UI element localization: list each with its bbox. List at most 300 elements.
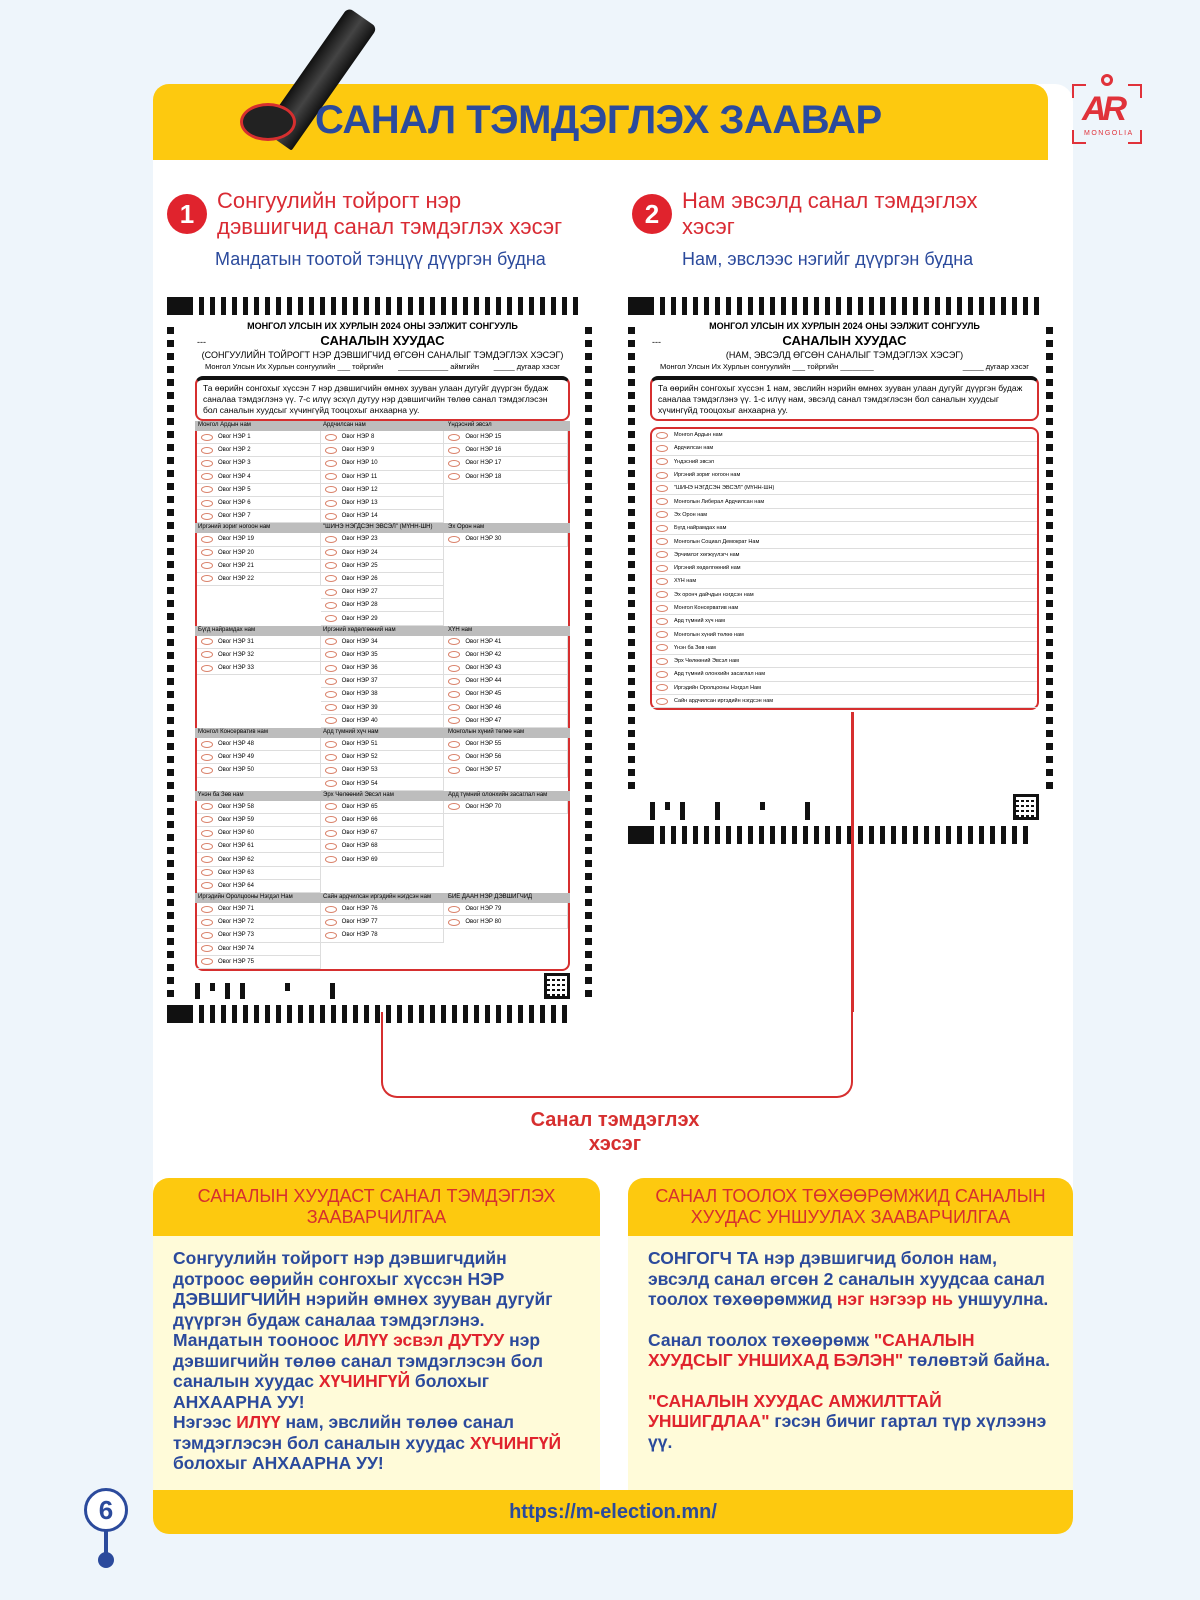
oval-icon[interactable] bbox=[656, 525, 668, 532]
barcode-bar bbox=[715, 826, 720, 844]
barcode-bar bbox=[957, 297, 962, 315]
candidate-option[interactable] bbox=[197, 547, 321, 560]
candidate-name: Овог НЭР 12 bbox=[341, 486, 378, 493]
candidate-name: Овог НЭР 21 bbox=[218, 562, 254, 569]
party-option[interactable] bbox=[652, 456, 1037, 469]
oval-icon[interactable] bbox=[448, 919, 460, 926]
oval-icon[interactable] bbox=[201, 816, 213, 823]
timing-mark bbox=[585, 717, 592, 724]
candidate-option[interactable] bbox=[197, 853, 321, 866]
oval-icon[interactable] bbox=[448, 741, 460, 748]
ballot-header: МОНГОЛ УЛСЫН ИХ ХУРЛЫН 2024 ОНЫ ЭЭЛЖИТ СОНГУУЛЬ bbox=[247, 321, 518, 331]
timing-mark bbox=[628, 470, 635, 477]
timing-mark bbox=[167, 678, 174, 685]
candidate-option[interactable] bbox=[197, 814, 321, 827]
timing-mark bbox=[628, 769, 635, 776]
timing-mark bbox=[167, 392, 174, 399]
party-option[interactable] bbox=[652, 495, 1037, 508]
candidate-option[interactable] bbox=[444, 738, 568, 751]
section-label: _____ дугаар хэсэг bbox=[962, 362, 1029, 371]
barcode-bar bbox=[781, 826, 786, 844]
party-option[interactable] bbox=[652, 642, 1037, 655]
party-option[interactable] bbox=[652, 482, 1037, 495]
oval-icon[interactable] bbox=[325, 704, 337, 711]
timing-mark bbox=[167, 977, 174, 984]
text: СОНГОГЧ ТА нэр дэвшигчид болон нам, эвсэлд санал өгсөн 2 саналын хуудсаа санал тоолох төхөөрөмжид bbox=[648, 1248, 1045, 1309]
party-option[interactable] bbox=[652, 628, 1037, 641]
oval-icon[interactable] bbox=[656, 671, 668, 678]
candidate-option[interactable] bbox=[197, 471, 321, 484]
oval-icon[interactable] bbox=[656, 591, 668, 598]
oval-icon[interactable] bbox=[201, 513, 213, 520]
oval-icon[interactable] bbox=[656, 698, 668, 705]
candidate-option[interactable] bbox=[197, 510, 321, 523]
timing-mark bbox=[585, 704, 592, 711]
barcode-bar bbox=[562, 297, 567, 315]
oval-icon[interactable] bbox=[448, 460, 460, 467]
timing-mark bbox=[1046, 509, 1053, 516]
candidate-option[interactable] bbox=[197, 827, 321, 840]
timing-mark bbox=[585, 626, 592, 633]
barcode-bar bbox=[990, 297, 995, 315]
oval-icon[interactable] bbox=[325, 575, 337, 582]
barcode-bar bbox=[529, 297, 534, 315]
timing-mark bbox=[167, 509, 174, 516]
barcode-bar bbox=[419, 297, 424, 315]
oval-icon[interactable] bbox=[325, 602, 337, 609]
oval-icon[interactable] bbox=[201, 486, 213, 493]
oval-icon[interactable] bbox=[656, 565, 668, 572]
candidate-option[interactable] bbox=[321, 497, 445, 510]
connector-line bbox=[851, 712, 854, 1012]
candidate-option[interactable] bbox=[321, 612, 445, 625]
oval-icon[interactable] bbox=[448, 691, 460, 698]
footer-url[interactable] bbox=[153, 1490, 1073, 1534]
candidate-option[interactable] bbox=[321, 751, 445, 764]
party-option[interactable] bbox=[652, 615, 1037, 628]
oval-icon[interactable] bbox=[448, 434, 460, 441]
candidate-option[interactable] bbox=[321, 444, 445, 457]
oval-icon[interactable] bbox=[656, 458, 668, 465]
candidate-option[interactable] bbox=[444, 715, 568, 728]
timing-mark bbox=[167, 639, 174, 646]
candidate-option[interactable] bbox=[321, 814, 445, 827]
candidate-option[interactable] bbox=[444, 764, 568, 777]
candidate-option[interactable] bbox=[321, 560, 445, 573]
oval-icon[interactable] bbox=[201, 803, 213, 810]
oval-icon[interactable] bbox=[201, 869, 213, 876]
candidate-option[interactable] bbox=[321, 903, 445, 916]
oval-icon[interactable] bbox=[448, 651, 460, 658]
oval-icon[interactable] bbox=[448, 906, 460, 913]
candidate-option[interactable] bbox=[197, 801, 321, 814]
oval-icon[interactable] bbox=[325, 486, 337, 493]
oval-icon[interactable] bbox=[201, 500, 213, 507]
oval-icon[interactable] bbox=[325, 717, 337, 724]
timing-mark bbox=[585, 522, 592, 529]
candidate-option[interactable] bbox=[321, 510, 445, 523]
candidate-option[interactable] bbox=[444, 471, 568, 484]
candidate-option[interactable] bbox=[321, 533, 445, 546]
timing-mark bbox=[628, 587, 635, 594]
candidate-name: Овог НЭР 26 bbox=[341, 575, 378, 582]
party-header: Үнэн ба Зөв нам bbox=[195, 791, 320, 801]
candidate-option[interactable] bbox=[197, 560, 321, 573]
oval-icon[interactable] bbox=[325, 447, 337, 454]
candidate-option[interactable] bbox=[444, 444, 568, 457]
oval-icon[interactable] bbox=[325, 691, 337, 698]
barcode-bar bbox=[935, 826, 940, 844]
oval-icon[interactable] bbox=[656, 498, 668, 505]
oval-icon[interactable] bbox=[325, 678, 337, 685]
oval-icon[interactable] bbox=[325, 536, 337, 543]
party-name: ХҮН нам bbox=[674, 578, 697, 585]
candidate-name: Овог НЭР 2 bbox=[218, 447, 251, 454]
party-option[interactable] bbox=[652, 562, 1037, 575]
candidate-option[interactable] bbox=[444, 649, 568, 662]
candidate-option[interactable] bbox=[197, 573, 321, 586]
oval-icon[interactable] bbox=[201, 665, 213, 672]
candidate-option[interactable] bbox=[197, 956, 321, 969]
candidate-option[interactable] bbox=[197, 943, 321, 956]
candidate-name: Овог НЭР 78 bbox=[341, 932, 378, 939]
candidate-name: Овог НЭР 60 bbox=[218, 830, 254, 837]
oval-icon[interactable] bbox=[656, 605, 668, 612]
candidate-option[interactable] bbox=[197, 738, 321, 751]
oval-icon[interactable] bbox=[201, 562, 213, 569]
barcode-bar bbox=[671, 297, 676, 315]
oval-icon[interactable] bbox=[325, 651, 337, 658]
candidate-option[interactable] bbox=[321, 471, 445, 484]
barcode-bar bbox=[496, 297, 501, 315]
oval-icon[interactable] bbox=[656, 644, 668, 651]
oval-icon[interactable] bbox=[201, 945, 213, 952]
oval-icon[interactable] bbox=[656, 684, 668, 691]
timing-mark bbox=[1046, 444, 1053, 451]
timing-mark bbox=[167, 444, 174, 451]
timing-mark bbox=[1046, 574, 1053, 581]
oval-icon[interactable] bbox=[325, 856, 337, 863]
barcode-bar bbox=[946, 297, 951, 315]
info-left-p3 bbox=[173, 1412, 580, 1474]
oval-icon[interactable] bbox=[448, 638, 460, 645]
candidate-option[interactable] bbox=[197, 840, 321, 853]
website-link[interactable]: https://m-election.mn/ bbox=[509, 1501, 717, 1523]
oval-icon[interactable] bbox=[201, 434, 213, 441]
party-option[interactable] bbox=[652, 682, 1037, 695]
timing-mark bbox=[167, 457, 174, 464]
barcode-bar bbox=[232, 1005, 237, 1023]
timing-mark bbox=[585, 782, 592, 789]
party-option[interactable] bbox=[652, 668, 1037, 681]
timing-mark bbox=[585, 600, 592, 607]
party-option[interactable] bbox=[652, 575, 1037, 588]
oval-icon[interactable] bbox=[656, 511, 668, 518]
timing-mark bbox=[167, 769, 174, 776]
ballot-notice: Та өөрийн сонгохыг хүссэн 7 нэр дэвшигчийн өмнөх зууван улаан дугуйг дүүргэн будаж саналаа тэмдэглэнэ үү. 7-с илүү эсхүл дутуу нэр дэвшигчийн төлөө санал тэмдэглэсэн бол саналын хуудсыг хүчингүйд тооцохыг анхаарна уу. bbox=[195, 376, 570, 421]
barcode-bar bbox=[353, 297, 358, 315]
oval-icon[interactable] bbox=[201, 906, 213, 913]
timing-mark bbox=[167, 782, 174, 789]
info-left-body bbox=[153, 1236, 600, 1490]
oval-icon[interactable] bbox=[201, 856, 213, 863]
party-option[interactable] bbox=[652, 509, 1037, 522]
candidate-option[interactable] bbox=[197, 751, 321, 764]
candidate-option[interactable] bbox=[321, 715, 445, 728]
candidate-option[interactable] bbox=[321, 599, 445, 612]
candidate-name: Овог НЭР 63 bbox=[218, 869, 254, 876]
candidate-option[interactable] bbox=[197, 484, 321, 497]
candidate-option[interactable] bbox=[444, 675, 568, 688]
barcode-bar bbox=[221, 297, 226, 315]
candidate-option[interactable] bbox=[444, 688, 568, 701]
oval-icon[interactable] bbox=[656, 485, 668, 492]
oval-icon[interactable] bbox=[325, 843, 337, 850]
timing-mark bbox=[167, 613, 174, 620]
candidate-option[interactable] bbox=[321, 778, 445, 791]
candidate-option[interactable] bbox=[321, 457, 445, 470]
timing-mark bbox=[585, 613, 592, 620]
timing-mark bbox=[585, 548, 592, 555]
oval-icon[interactable] bbox=[325, 615, 337, 622]
party-option[interactable] bbox=[652, 535, 1037, 548]
oval-icon[interactable] bbox=[325, 589, 337, 596]
barcode-bar bbox=[946, 826, 951, 844]
candidate-option[interactable] bbox=[444, 533, 568, 546]
candidate-option[interactable] bbox=[321, 688, 445, 701]
candidate-option[interactable] bbox=[197, 880, 321, 893]
candidate-option[interactable] bbox=[321, 675, 445, 688]
oval-icon[interactable] bbox=[325, 500, 337, 507]
oval-icon[interactable] bbox=[656, 631, 668, 638]
timing-mark bbox=[167, 652, 174, 659]
oval-icon[interactable] bbox=[325, 513, 337, 520]
candidate-option[interactable] bbox=[197, 867, 321, 880]
oval-icon[interactable] bbox=[656, 578, 668, 585]
barcode-bar bbox=[276, 297, 281, 315]
oval-icon[interactable] bbox=[201, 932, 213, 939]
oval-icon[interactable] bbox=[325, 803, 337, 810]
party-option[interactable] bbox=[652, 429, 1037, 442]
timing-mark bbox=[628, 691, 635, 698]
candidate-option[interactable] bbox=[321, 801, 445, 814]
oval-icon[interactable] bbox=[656, 618, 668, 625]
barcode-bar bbox=[803, 826, 808, 844]
timing-mark bbox=[167, 665, 174, 672]
candidate-option[interactable] bbox=[321, 853, 445, 866]
timing-mark bbox=[1046, 743, 1053, 750]
oval-icon[interactable] bbox=[201, 843, 213, 850]
candidate-option[interactable] bbox=[197, 533, 321, 546]
timing-mark bbox=[628, 405, 635, 412]
oval-icon[interactable] bbox=[201, 447, 213, 454]
oval-icon[interactable] bbox=[448, 704, 460, 711]
oval-icon[interactable] bbox=[201, 575, 213, 582]
oval-icon[interactable] bbox=[656, 538, 668, 545]
candidate-option[interactable] bbox=[321, 547, 445, 560]
candidate-option[interactable] bbox=[444, 903, 568, 916]
timing-mark bbox=[585, 496, 592, 503]
candidate-option[interactable] bbox=[321, 484, 445, 497]
barcode-bar bbox=[441, 297, 446, 315]
oval-icon[interactable] bbox=[448, 665, 460, 672]
oval-icon[interactable] bbox=[325, 816, 337, 823]
oval-icon[interactable] bbox=[325, 473, 337, 480]
candidate-option[interactable] bbox=[197, 649, 321, 662]
candidate-name: Овог НЭР 37 bbox=[341, 678, 378, 685]
candidate-name: Овог НЭР 19 bbox=[218, 536, 254, 543]
party-option[interactable] bbox=[652, 442, 1037, 455]
oval-icon[interactable] bbox=[448, 767, 460, 774]
oval-icon[interactable] bbox=[201, 741, 213, 748]
candidate-option[interactable] bbox=[444, 431, 568, 444]
oval-icon[interactable] bbox=[448, 536, 460, 543]
barcode-bar bbox=[243, 1005, 248, 1023]
candidate-option[interactable] bbox=[321, 636, 445, 649]
candidate-option[interactable] bbox=[197, 764, 321, 777]
oval-icon[interactable] bbox=[201, 460, 213, 467]
step-title-line2: дэвшигчид санал тэмдэглэх хэсэг bbox=[217, 214, 563, 239]
barcode-bar bbox=[737, 297, 742, 315]
oval-icon[interactable] bbox=[656, 551, 668, 558]
candidate-option[interactable] bbox=[321, 649, 445, 662]
candidate-name: Овог НЭР 75 bbox=[218, 958, 254, 965]
party-header: Эрх Чөлөөний Эвсэл нам bbox=[320, 791, 445, 801]
candidate-option[interactable] bbox=[444, 702, 568, 715]
oval-icon[interactable] bbox=[201, 958, 213, 965]
candidate-option[interactable] bbox=[444, 457, 568, 470]
candidate-option[interactable] bbox=[197, 662, 321, 675]
oval-icon[interactable] bbox=[201, 767, 213, 774]
candidate-option[interactable] bbox=[197, 929, 321, 942]
text: болохыг АНХААРНА УУ! bbox=[173, 1453, 384, 1473]
party-option[interactable] bbox=[652, 522, 1037, 535]
candidate-name: Овог НЭР 72 bbox=[218, 919, 254, 926]
oval-icon[interactable] bbox=[325, 434, 337, 441]
party-option[interactable] bbox=[652, 469, 1037, 482]
candidate-option[interactable] bbox=[444, 751, 568, 764]
oval-icon[interactable] bbox=[201, 638, 213, 645]
barcode-bar bbox=[759, 297, 764, 315]
candidate-option[interactable] bbox=[197, 497, 321, 510]
oval-icon[interactable] bbox=[325, 780, 337, 787]
oval-icon[interactable] bbox=[656, 472, 668, 479]
candidate-name: Овог НЭР 73 bbox=[218, 932, 254, 939]
candidate-option[interactable] bbox=[321, 827, 445, 840]
candidate-option[interactable] bbox=[321, 586, 445, 599]
oval-icon[interactable] bbox=[201, 882, 213, 889]
oval-icon[interactable] bbox=[656, 445, 668, 452]
candidate-option[interactable] bbox=[444, 801, 568, 814]
candidate-option[interactable] bbox=[321, 662, 445, 675]
highlight: ХҮЧИНГҮЙ bbox=[318, 1371, 411, 1391]
oval-icon[interactable] bbox=[201, 830, 213, 837]
oval-icon[interactable] bbox=[325, 549, 337, 556]
oval-icon[interactable] bbox=[448, 473, 460, 480]
candidate-name: Овог НЭР 25 bbox=[341, 562, 378, 569]
ballot-title: САНАЛЫН ХУУДАС bbox=[782, 333, 907, 348]
candidate-option[interactable] bbox=[321, 738, 445, 751]
candidate-option[interactable] bbox=[321, 764, 445, 777]
oval-icon[interactable] bbox=[325, 919, 337, 926]
oval-icon[interactable] bbox=[325, 665, 337, 672]
oval-icon[interactable] bbox=[325, 562, 337, 569]
oval-icon[interactable] bbox=[325, 932, 337, 939]
candidate-name: Овог НЭР 9 bbox=[341, 447, 375, 454]
party-header: Монгол Ардын нам bbox=[195, 421, 320, 431]
party-option[interactable] bbox=[652, 602, 1037, 615]
candidate-option[interactable] bbox=[444, 636, 568, 649]
oval-icon[interactable] bbox=[325, 906, 337, 913]
barcode-bar bbox=[737, 826, 742, 844]
oval-icon[interactable] bbox=[325, 767, 337, 774]
candidate-option[interactable] bbox=[197, 916, 321, 929]
candidate-option[interactable] bbox=[321, 840, 445, 853]
oval-icon[interactable] bbox=[325, 741, 337, 748]
party-option[interactable] bbox=[652, 589, 1037, 602]
timing-mark bbox=[1046, 613, 1053, 620]
highlight: "САНАЛЫН ХУУДСЫГ УНШИХАД БЭЛЭН" bbox=[648, 1329, 975, 1370]
party-header: "ШИНЭ НЭГДСЭН ЭВСЭЛ" (МҮНН-ШН) bbox=[320, 523, 445, 533]
oval-icon[interactable] bbox=[448, 678, 460, 685]
candidate-option[interactable] bbox=[321, 929, 445, 942]
oval-icon[interactable] bbox=[448, 717, 460, 724]
oval-icon[interactable] bbox=[201, 651, 213, 658]
oval-icon[interactable] bbox=[325, 830, 337, 837]
oval-icon[interactable] bbox=[325, 754, 337, 761]
oval-icon[interactable] bbox=[201, 754, 213, 761]
district-label: Монгол Улсын Их Хурлын сонгуулийн ___ тойргийн ________ bbox=[660, 362, 874, 371]
party-option[interactable] bbox=[652, 549, 1037, 562]
candidate-name: Овог НЭР 80 bbox=[465, 919, 502, 926]
barcode-bar bbox=[704, 297, 709, 315]
timing-mark bbox=[628, 509, 635, 516]
oval-icon[interactable] bbox=[201, 549, 213, 556]
oval-icon[interactable] bbox=[448, 754, 460, 761]
candidate-name: Овог НЭР 47 bbox=[465, 717, 502, 724]
ballot-dashes: --- bbox=[197, 337, 206, 347]
timing-mark bbox=[585, 535, 592, 542]
candidate-option[interactable] bbox=[444, 662, 568, 675]
candidate-name: Овог НЭР 56 bbox=[465, 754, 502, 761]
timing-mark bbox=[1046, 340, 1053, 347]
candidate-option[interactable] bbox=[321, 431, 445, 444]
party-option[interactable] bbox=[652, 655, 1037, 668]
candidate-option[interactable] bbox=[197, 431, 321, 444]
candidate-name: Овог НЭР 6 bbox=[218, 500, 251, 507]
oval-icon[interactable] bbox=[201, 473, 213, 480]
barcode-bar bbox=[331, 1005, 336, 1023]
candidate-option[interactable] bbox=[321, 573, 445, 586]
oval-icon[interactable] bbox=[325, 638, 337, 645]
candidate-option[interactable] bbox=[321, 916, 445, 929]
candidate-option[interactable] bbox=[197, 903, 321, 916]
party-option[interactable] bbox=[652, 695, 1037, 708]
candidate-option[interactable] bbox=[197, 457, 321, 470]
oval-icon[interactable] bbox=[448, 447, 460, 454]
candidate-option[interactable] bbox=[197, 636, 321, 649]
oval-icon[interactable] bbox=[448, 803, 460, 810]
oval-icon[interactable] bbox=[656, 432, 668, 439]
party-header: БИЕ ДААН НЭР ДЭВШИГЧИД bbox=[445, 893, 570, 903]
candidate-option[interactable] bbox=[197, 444, 321, 457]
oval-icon[interactable] bbox=[201, 919, 213, 926]
candidate-option[interactable] bbox=[321, 702, 445, 715]
oval-icon[interactable] bbox=[656, 658, 668, 665]
oval-icon[interactable] bbox=[325, 460, 337, 467]
oval-icon[interactable] bbox=[201, 536, 213, 543]
candidate-option[interactable] bbox=[444, 916, 568, 929]
